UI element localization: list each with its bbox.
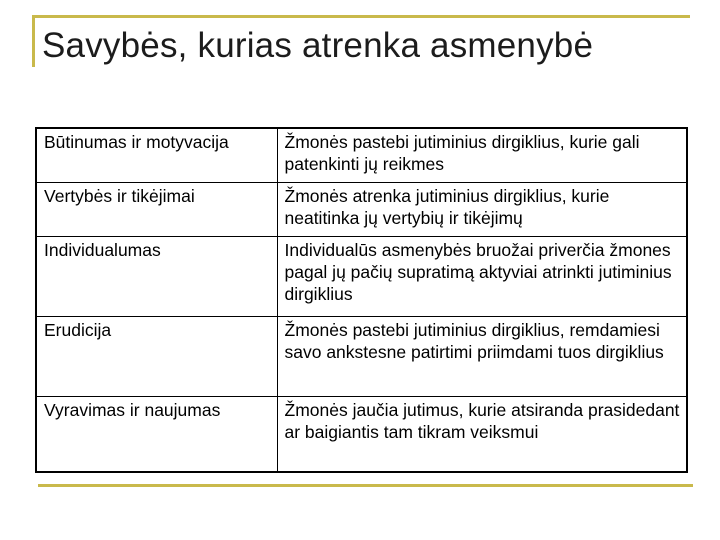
table-row <box>36 396 687 472</box>
description-cell: Žmonės jaučia jutimus, kurie atsiranda prasidedant ar baigiantis tam tikram veiksmui <box>277 396 687 472</box>
bottom-accent-line <box>38 484 693 487</box>
title-accent-bar <box>32 15 35 67</box>
factor-cell: Individualumas <box>36 236 277 316</box>
table-row <box>36 236 687 316</box>
factor-cell: Būtinumas ir motyvacija <box>36 128 277 182</box>
title-accent-line <box>32 15 690 18</box>
description-cell: Žmonės pastebi jutiminius dirgiklius, remdamiesi savo ankstesne patirtimi priimdami tuos dirgiklius <box>277 316 687 396</box>
description-cell: Žmonės atrenka jutiminius dirgiklius, kurie neatitinka jų vertybių ir tikėjimų <box>277 182 687 236</box>
table-row <box>36 128 687 182</box>
factor-cell: Vyravimas ir naujumas <box>36 396 277 472</box>
table-row <box>36 182 687 236</box>
slide-title: Savybės, kurias atrenka asmenybė <box>42 26 594 65</box>
description-cell: Žmonės pastebi jutiminius dirgiklius, kurie gali patenkinti jų reikmes <box>277 128 687 182</box>
table-row <box>36 316 687 396</box>
perception-factors-table <box>35 127 688 473</box>
factor-cell: Vertybės ir tikėjimai <box>36 182 277 236</box>
factor-cell: Erudicija <box>36 316 277 396</box>
description-cell: Individualūs asmenybės bruožai priverčia žmones pagal jų pačių supratimą aktyviai atrinkti jutiminius dirgiklius <box>277 236 687 316</box>
